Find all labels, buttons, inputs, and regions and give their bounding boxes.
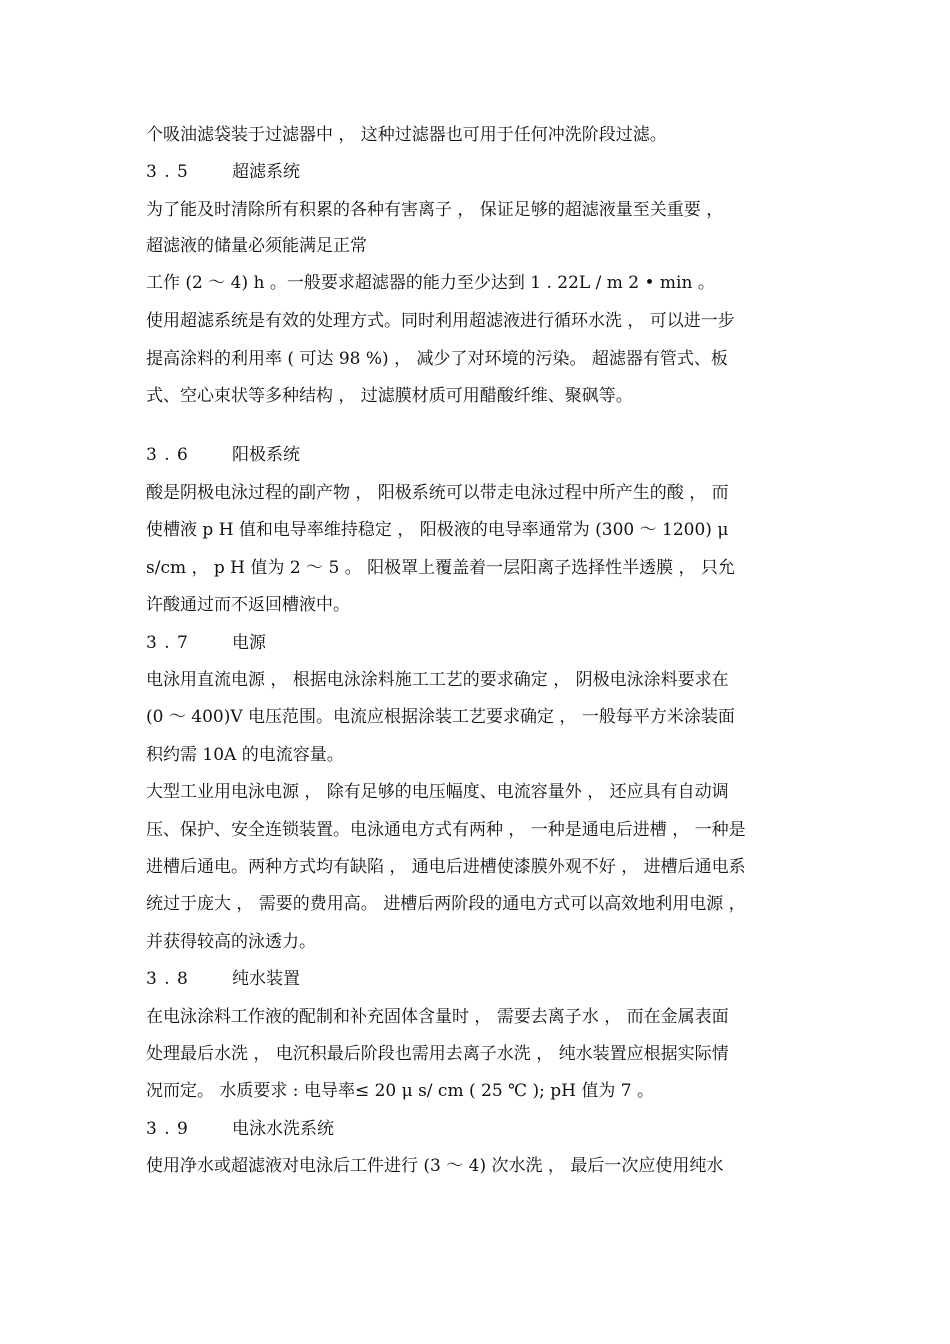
- paragraph-line: 况而定。 水质要求 : 电导率≤ 20 μ s/ cm ( 25 ℃ ); pH 值为 7 。: [146, 1081, 654, 1101]
- paragraph-line: 许酸通过而不返回槽液中。: [146, 595, 350, 615]
- section-title: 电源: [232, 633, 266, 653]
- section-number: 3 . 5: [146, 162, 189, 182]
- paragraph-line: (0 ～ 400)V 电压范围。电流应根据涂装工艺要求确定 ， 一般每平方米涂装面: [146, 707, 735, 727]
- paragraph-line: 个吸油滤袋装于过滤器中 ， 这种过滤器也可用于任何冲洗阶段过滤。: [146, 125, 667, 145]
- section-heading-3-7: [146, 630, 266, 656]
- paragraph-line: 处理最后水洗 ， 电沉积最后阶段也需用去离子水洗 ， 纯水装置应根据实际情: [146, 1044, 729, 1064]
- section-heading-3-6: [146, 442, 300, 468]
- paragraph-line: 使用超滤系统是有效的处理方式。同时利用超滤液进行循环水洗 ， 可以进一步: [146, 311, 735, 331]
- paragraph-line: 超滤液的储量必须能满足正常: [146, 236, 367, 256]
- paragraph-line: 为了能及时清除所有积累的各种有害离子 ， 保证足够的超滤液量至关重要 ，: [146, 200, 724, 220]
- paragraph-line: 在电泳涂料工作液的配制和补充固体含量时 ， 需要去离子水 ， 而在金属表面: [146, 1007, 729, 1027]
- paragraph-line: 使槽液 p H 值和电导率维持稳定 ， 阳极液的电导率通常为 (300 ～ 1200) μ: [146, 520, 729, 540]
- section-number: 3 . 8: [146, 969, 189, 989]
- section-heading-3-5: [146, 159, 300, 185]
- section-title: 纯水装置: [232, 969, 300, 989]
- section-number: 3 . 7: [146, 633, 189, 653]
- paragraph-line: 大型工业用电泳电源 ， 除有足够的电压幅度、电流容量外 ， 还应具有自动调: [146, 782, 729, 802]
- paragraph-line: 进槽后通电。两种方式均有缺陷 ， 通电后进槽使漆膜外观不好 ， 进槽后通电系: [146, 857, 746, 877]
- paragraph-line: 并获得较高的泳透力。: [146, 932, 316, 952]
- section-title: 电泳水洗系统: [232, 1119, 334, 1139]
- paragraph-line: 提高涂料的利用率 ( 可达 98 %) ， 减少了对环境的污染。 超滤器有管式、板: [146, 349, 728, 369]
- paragraph-line: s/cm ， p H 值为 2 ～ 5 。 阳极罩上覆盖着一层阳离子选择性半透膜 ， 只允: [146, 558, 735, 578]
- section-heading-3-8: [146, 966, 300, 992]
- paragraph-line: 电泳用直流电源 ， 根据电泳涂料施工工艺的要求确定 ， 阴极电泳涂料要求在: [146, 670, 729, 690]
- section-heading-3-9: [146, 1116, 334, 1142]
- section-number: 3 . 6: [146, 445, 189, 465]
- paragraph-line: 压、保护、安全连锁装置。电泳通电方式有两种 ， 一种是通电后进槽 ， 一种是: [146, 820, 746, 840]
- paragraph-line: 酸是阴极电泳过程的副产物 ， 阳极系统可以带走电泳过程中所产生的酸 ， 而: [146, 483, 729, 503]
- section-title: 阳极系统: [232, 445, 300, 465]
- section-number: 3 . 9: [146, 1119, 189, 1139]
- paragraph-line: 工作 (2 ～ 4) h 。一般要求超滤器的能力至少达到 1 . 22L / m 2 • min 。: [146, 273, 715, 293]
- paragraph-line: 统过于庞大 ， 需要的费用高。 进槽后两阶段的通电方式可以高效地利用电源 ，: [146, 894, 746, 914]
- paragraph-line: 式、空心束状等多种结构 ， 过滤膜材质可用醋酸纤维、聚砜等。: [146, 386, 633, 406]
- paragraph-line: 使用净水或超滤液对电泳后工件进行 (3 ～ 4) 次水洗 ， 最后一次应使用纯水: [146, 1156, 724, 1176]
- section-title: 超滤系统: [232, 162, 300, 182]
- paragraph-line: 积约需 10A 的电流容量。: [146, 745, 344, 765]
